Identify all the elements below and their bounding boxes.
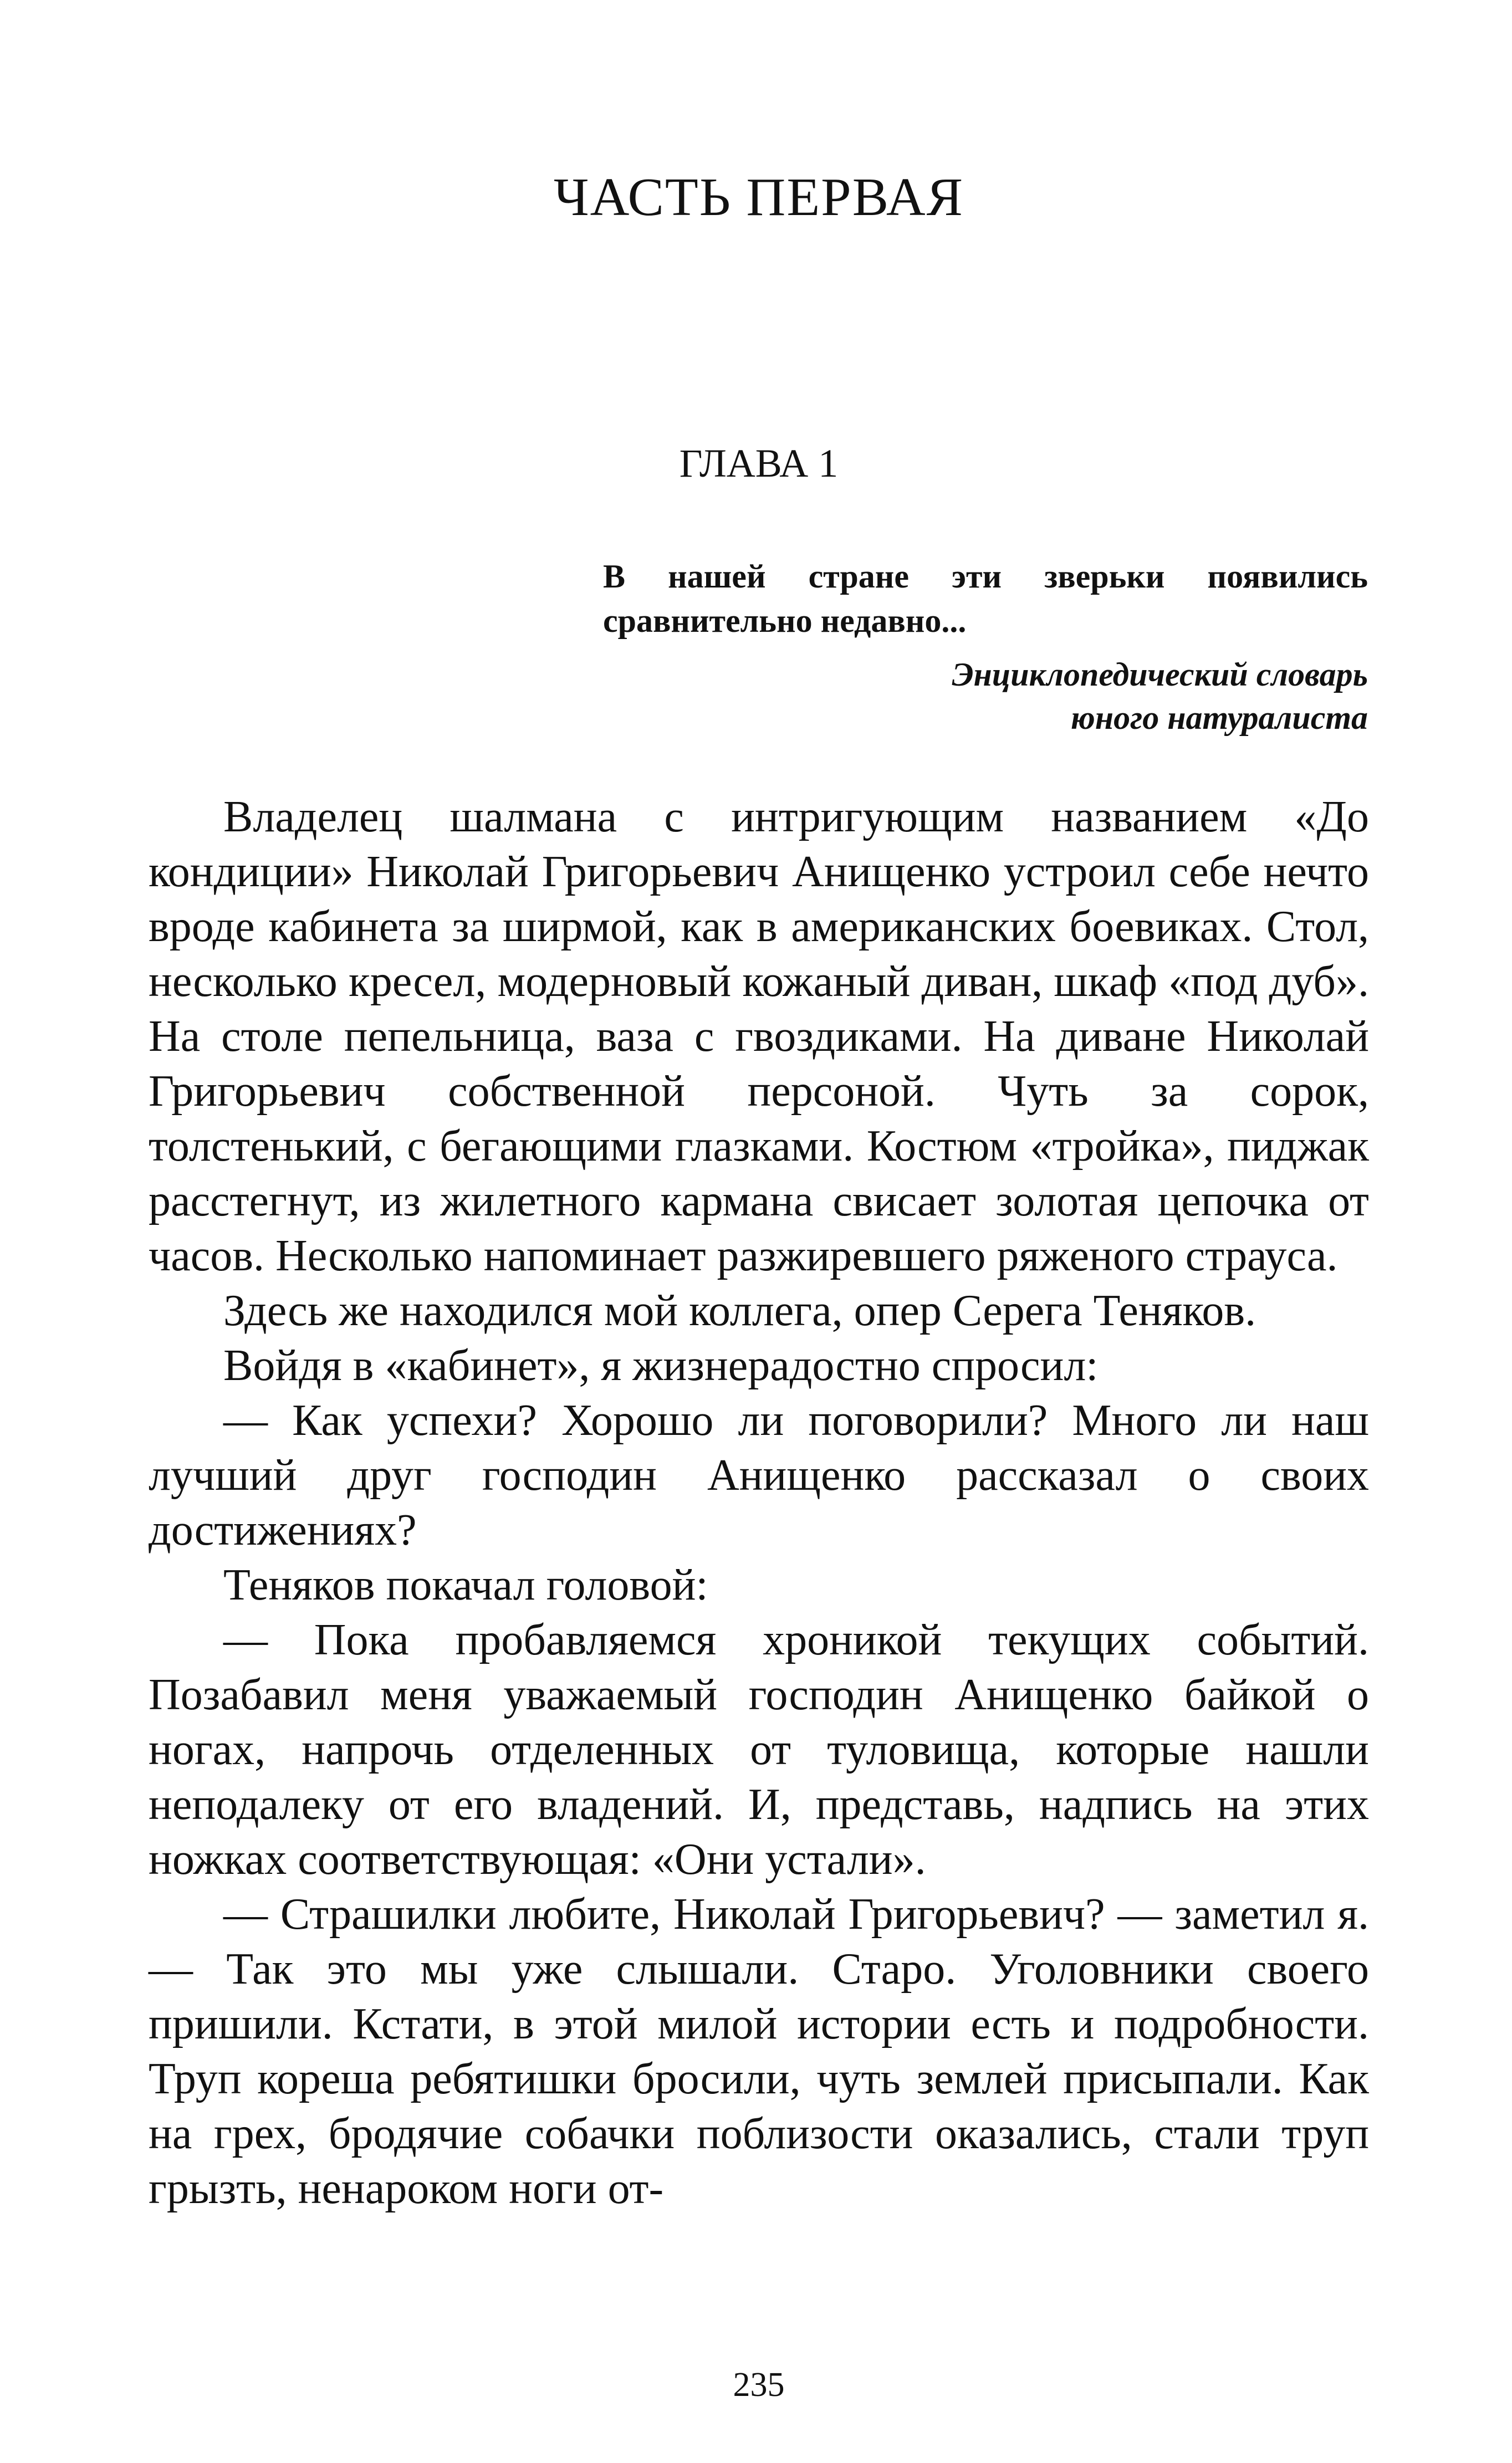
epigraph-source [603, 653, 1368, 739]
page-number: 235 [733, 2366, 785, 2404]
book-page [149, 0, 1369, 2463]
chapter-title: ГЛАВА 1 [679, 441, 839, 486]
paragraph: Войдя в «кабинет», я жизнерадостно спросил: [223, 1341, 1099, 1390]
epigraph-source-line-2: юного натуралиста [1070, 699, 1368, 736]
paragraph: Владелец шалмана с интригующим названием «До кондиции» Николай Григорьевич Анищенко устроил себе нечто вроде кабинета за ширмой, как в американских боевиках. Стол, несколько кресел, модерновый кожаный диван, шкаф «под дуб». На столе пепельница, ваза с гвоздиками. На диване Николай Григорьевич собственной персоной. Чуть за сорок, толстенький, с бегающими глазками. Костюм «тройка», пиджак расстегнут, из жилетного кармана свисает золотая цепочка от часов. Несколько напоминает разжиревшего ряженого страуса. [149, 793, 1369, 1280]
paragraph: — Пока пробавляемся хроникой текущих событий. Позабавил меня уважаемый господин Анищенко байкой о ногах, напрочь отделенных от туловища, которые нашли неподалеку от его владений. И, представь, надпись на этих ножках соответствующая: «Они устали». [149, 1616, 1369, 1884]
epigraph-text: В нашей стране эти зверьки появились сравнительно недавно... [603, 558, 1368, 639]
part-title: ЧАСТЬ ПЕРВАЯ [553, 167, 964, 227]
paragraph: Здесь же находился мой коллега, опер Серега Теняков. [223, 1286, 1256, 1335]
body-text [149, 790, 1369, 2216]
paragraph: — Как успехи? Хорошо ли поговорили? Много ли наш лучший друг господин Анищенко рассказал о своих достижениях? [149, 1396, 1369, 1555]
epigraph-source-line-1: Энциклопедический словарь [952, 656, 1368, 693]
epigraph [603, 554, 1368, 739]
paragraph: Теняков покачал головой: [223, 1561, 708, 1609]
paragraph: — Страшилки любите, Николай Григорьевич? — заметил я. — Так это мы уже слышали. Старо. Уголовники своего пришили. Кстати, в этой милой истории есть и подробности. Труп кореша ребятишки бросили, чуть землей присыпали. Как на грех, бродячие собачки поблизости оказались, стали труп грызть, ненароком ноги от- [149, 1890, 1369, 2213]
